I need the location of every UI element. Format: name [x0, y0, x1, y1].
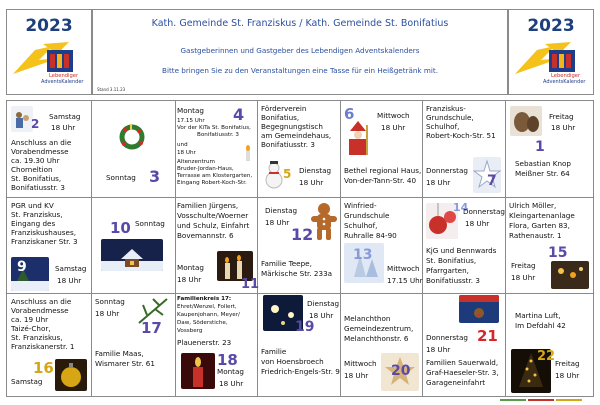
- time: 18 Uhr: [555, 371, 580, 380]
- gingerbread-man-image: [309, 201, 339, 241]
- event-text: Sebastian Knop: [515, 159, 571, 168]
- event-text: Familie Maas,: [95, 349, 144, 358]
- svg-text:Lebendiger: Lebendiger: [49, 73, 79, 79]
- day-number: 17: [141, 319, 162, 337]
- weekday: Sonntag: [106, 173, 136, 182]
- time: 18 Uhr: [426, 345, 451, 354]
- event-text: Melanchthon: [344, 314, 391, 323]
- svg-text:Lebendiger: Lebendiger: [551, 73, 581, 79]
- event-text: Winfried-: [344, 201, 377, 210]
- day-number: 15: [548, 245, 568, 261]
- event-text: von Hoensbroech: [261, 357, 324, 366]
- advent-calendar-logo: [9, 40, 89, 84]
- footer-mark: [528, 399, 554, 401]
- day-number: 10: [110, 219, 131, 237]
- calendar-grid: [6, 100, 594, 397]
- event-text: St. Franziskus,: [11, 210, 63, 219]
- event-text: Flora, Garten 83,: [509, 221, 570, 230]
- weekday: Montag: [217, 367, 244, 376]
- event-text: Terrasse am Klostergarten,: [177, 173, 253, 179]
- event-text: Familien Sauerwald,: [426, 358, 499, 367]
- header-cup-line: Bitte bringen Sie zu den Veranstaltungen eine Tasse für ein Heißgetränk mit.: [162, 66, 438, 75]
- header-right-box: [508, 9, 594, 95]
- event-text: Vor der KiTa St. Bonifatius,: [177, 125, 251, 131]
- event-text: Vosschulte/Woerner: [177, 211, 249, 220]
- event-text: Bovemannstr. 6: [177, 231, 234, 240]
- weekday: Freitag: [549, 112, 574, 121]
- day-number: 21: [477, 327, 498, 345]
- event-text: Gemeindezentrum,: [344, 324, 414, 333]
- day-number: 12: [291, 225, 314, 244]
- weekday: Samstag: [49, 112, 81, 121]
- time: 18 Uhr: [465, 219, 490, 228]
- day-number: 19: [295, 319, 315, 335]
- event-text: Taizé-Chor,: [11, 324, 51, 333]
- day-number: 16: [33, 359, 54, 377]
- nativity-image: [11, 106, 33, 132]
- time: 18 Uhr: [426, 178, 451, 187]
- day-number: 11: [241, 277, 260, 292]
- time: 18 Uhr: [344, 371, 369, 380]
- weekday: Montag: [177, 106, 204, 115]
- day-number: 14: [453, 201, 469, 214]
- event-text: Grundschule,: [426, 113, 474, 122]
- event-text: Von-der-Tann-Str. 40: [344, 176, 417, 185]
- weekday: Samstag: [11, 377, 43, 386]
- event-text: Bonifatiusstr. 3: [426, 276, 480, 285]
- weekday: Mittwoch: [377, 111, 410, 120]
- day-number: 2: [31, 117, 40, 131]
- time: 17.15 Uhr: [387, 276, 423, 285]
- event-text: Familien Jürgens,: [177, 201, 239, 210]
- footer-mark: [500, 399, 526, 401]
- day-number: 13: [353, 247, 373, 263]
- weekday: Donnerstag: [463, 207, 505, 216]
- event-text: Schulhof,: [426, 122, 460, 131]
- weekday: Mittwoch: [344, 359, 377, 368]
- time: 18 Uhr: [51, 123, 76, 132]
- weekday: Freitag: [511, 261, 536, 270]
- event-text: Franziskus-: [426, 104, 466, 113]
- event-text: und: [177, 142, 188, 148]
- event-text: Chorneltion: [11, 165, 53, 174]
- event-text: KjG und Bennwards: [426, 246, 497, 255]
- event-text: St. Franziskus,: [11, 333, 63, 342]
- event-text: St. Bonifatius,: [426, 256, 477, 265]
- event-text: Kleingartenanlage: [509, 211, 575, 220]
- event-text: Pfarrgarten,: [426, 266, 469, 275]
- event-text: Robert-Koch-Str. 51: [426, 131, 496, 140]
- snowy-house-image: [101, 239, 163, 271]
- day-number: 5: [283, 167, 292, 181]
- event-text: und Schulz, Einfahrt: [177, 221, 250, 230]
- day-number: 3: [149, 167, 161, 186]
- weekday: Montag: [177, 263, 204, 272]
- weekday: Samstag: [55, 264, 87, 273]
- event-text: am Gemeindehaus,: [261, 131, 332, 140]
- header-hosts-line: Gastgeberinnen und Gastgeber des Lebendigen Adventskalenders: [180, 46, 420, 55]
- event-text: Melanchthonstr. 6: [344, 334, 409, 343]
- time: 18 Uhr: [551, 123, 576, 132]
- event-text: Graf-Haeseler-Str. 3,: [426, 368, 499, 377]
- event-text: Vorabendmesse: [11, 306, 69, 315]
- svg-text:AdventsKalender: AdventsKalender: [543, 79, 586, 84]
- event-text: Bonifatiusstr. 3: [261, 140, 315, 149]
- time: 18 Uhr: [219, 379, 244, 388]
- event-text: Familie: [261, 347, 287, 356]
- event-text: Bonifatiusstr. 3: [11, 183, 65, 192]
- weekday: Donnerstag: [426, 333, 468, 342]
- event-text: Förderverein: [261, 104, 307, 113]
- time: 18 Uhr: [265, 218, 290, 227]
- year-left: 2023: [25, 16, 73, 36]
- event-text: Bonifatiusstr. 3: [197, 132, 239, 138]
- event-text: Im Defdahl 42: [515, 321, 566, 330]
- event-text: Anschluss an die: [11, 138, 72, 147]
- event-text: Rathenaustr. 1: [509, 231, 562, 240]
- weekday: Sonntag: [95, 297, 125, 306]
- event-text: Anschluss an die: [11, 297, 72, 306]
- christmas-bauble-image: [55, 359, 87, 391]
- status-stamp: Stand 3.11.23: [97, 87, 126, 92]
- event-text: Grundschule: [344, 211, 390, 220]
- event-text: Ehret/Wenzel, Follert,: [177, 304, 237, 310]
- header-title: Kath. Gemeinde St. Franziskus / Kath. Gemeinde St. Bonifatius: [151, 18, 449, 29]
- weekday: Mittwoch: [387, 264, 420, 273]
- event-text: Ulrich Möller,: [509, 201, 557, 210]
- time: 18 Uhr: [511, 273, 536, 282]
- event-text: Franziskushauses,: [11, 228, 76, 237]
- time: 18 Uhr: [299, 178, 324, 187]
- header-left-box: [6, 9, 92, 95]
- day-number: 18: [217, 351, 238, 369]
- day-number: 20: [391, 363, 411, 379]
- red-candle-image: [181, 353, 215, 389]
- event-text: Friedrich-Engels-Str. 9: [261, 367, 340, 376]
- svg-text:AdventsKalender: AdventsKalender: [41, 79, 84, 84]
- event-text: Familienkreis 17:: [177, 296, 232, 302]
- event-text: Meißner Str. 64: [515, 169, 570, 178]
- day-number: 9: [17, 259, 27, 275]
- event-text: Eingang Robert-Koch-Str.: [177, 180, 247, 186]
- event-text: Martina Luft,: [515, 311, 561, 320]
- event-text: Bruder-Jordan-Haus,: [177, 166, 234, 172]
- event-text: Daw, Söderstiche,: [177, 320, 228, 326]
- event-text: Altenzentrum: [177, 159, 215, 165]
- day-number: 4: [233, 105, 245, 124]
- event-text: Eingang des: [11, 219, 56, 228]
- weekday: Freitag: [555, 359, 580, 368]
- event-text: Bonifatius,: [261, 113, 300, 122]
- event-text: Schulhof,: [344, 221, 378, 230]
- day-number: 1: [535, 139, 545, 155]
- day-number: 7: [487, 173, 497, 189]
- day-number: 22: [537, 349, 556, 364]
- weekday: Dienstag: [299, 166, 332, 175]
- time: 18 Uhr: [57, 276, 82, 285]
- day-number: 6: [344, 105, 355, 123]
- reindeer-image: [459, 295, 499, 323]
- event-text: Vossberg: [177, 328, 203, 334]
- event-text: Bethel regional Haus,: [344, 166, 422, 175]
- event-text: Franziskaner Str. 3: [11, 237, 78, 246]
- event-text: Märkische Str. 233a: [261, 269, 333, 278]
- weekday: Dienstag: [265, 206, 298, 215]
- advent-calendar-logo-right: [511, 40, 591, 84]
- weekday: Donnerstag: [426, 166, 468, 175]
- event-text: PGR und KV: [11, 201, 54, 210]
- event-text: Begegnungstisch: [261, 122, 323, 131]
- event-time: 17.15 Uhr: [177, 118, 205, 124]
- event-text: Plauenerstr. 23: [177, 338, 232, 347]
- time: 18 Uhr: [95, 309, 120, 318]
- event-text: Franziskanerstr. 1: [11, 342, 75, 351]
- event-text: Garageneinfahrt: [426, 378, 486, 387]
- header-center-box: [92, 9, 508, 95]
- time: 18 Uhr: [177, 275, 202, 284]
- event-text: ca. 19 Uhr: [11, 315, 49, 324]
- year-right: 2023: [527, 16, 575, 36]
- event-time: 18 Uhr: [177, 150, 196, 156]
- weekday: Dienstag: [307, 299, 340, 308]
- cozy-lights-image: [551, 261, 589, 289]
- time: 18 Uhr: [309, 311, 334, 320]
- time: 18 Uhr: [381, 123, 406, 132]
- event-text: Vorabendmesse: [11, 147, 69, 156]
- event-text: Ruhralle 84-90: [344, 231, 397, 240]
- event-text: Kaupenjohann, Meyer/: [177, 312, 240, 318]
- pinecones-image: [510, 106, 542, 136]
- event-text: Wismarer Str. 61: [95, 359, 155, 368]
- event-text: St. Bonifatius,: [11, 174, 62, 183]
- saint-nicholas-image: [344, 119, 372, 155]
- footer-mark: [556, 399, 582, 401]
- event-text: ca. 19.30 Uhr: [11, 156, 60, 165]
- candle-image: [243, 145, 253, 161]
- advent-wreath-image: [117, 123, 147, 151]
- weekday: Sonntag: [135, 219, 165, 228]
- event-text: Familie Teepe,: [261, 259, 312, 268]
